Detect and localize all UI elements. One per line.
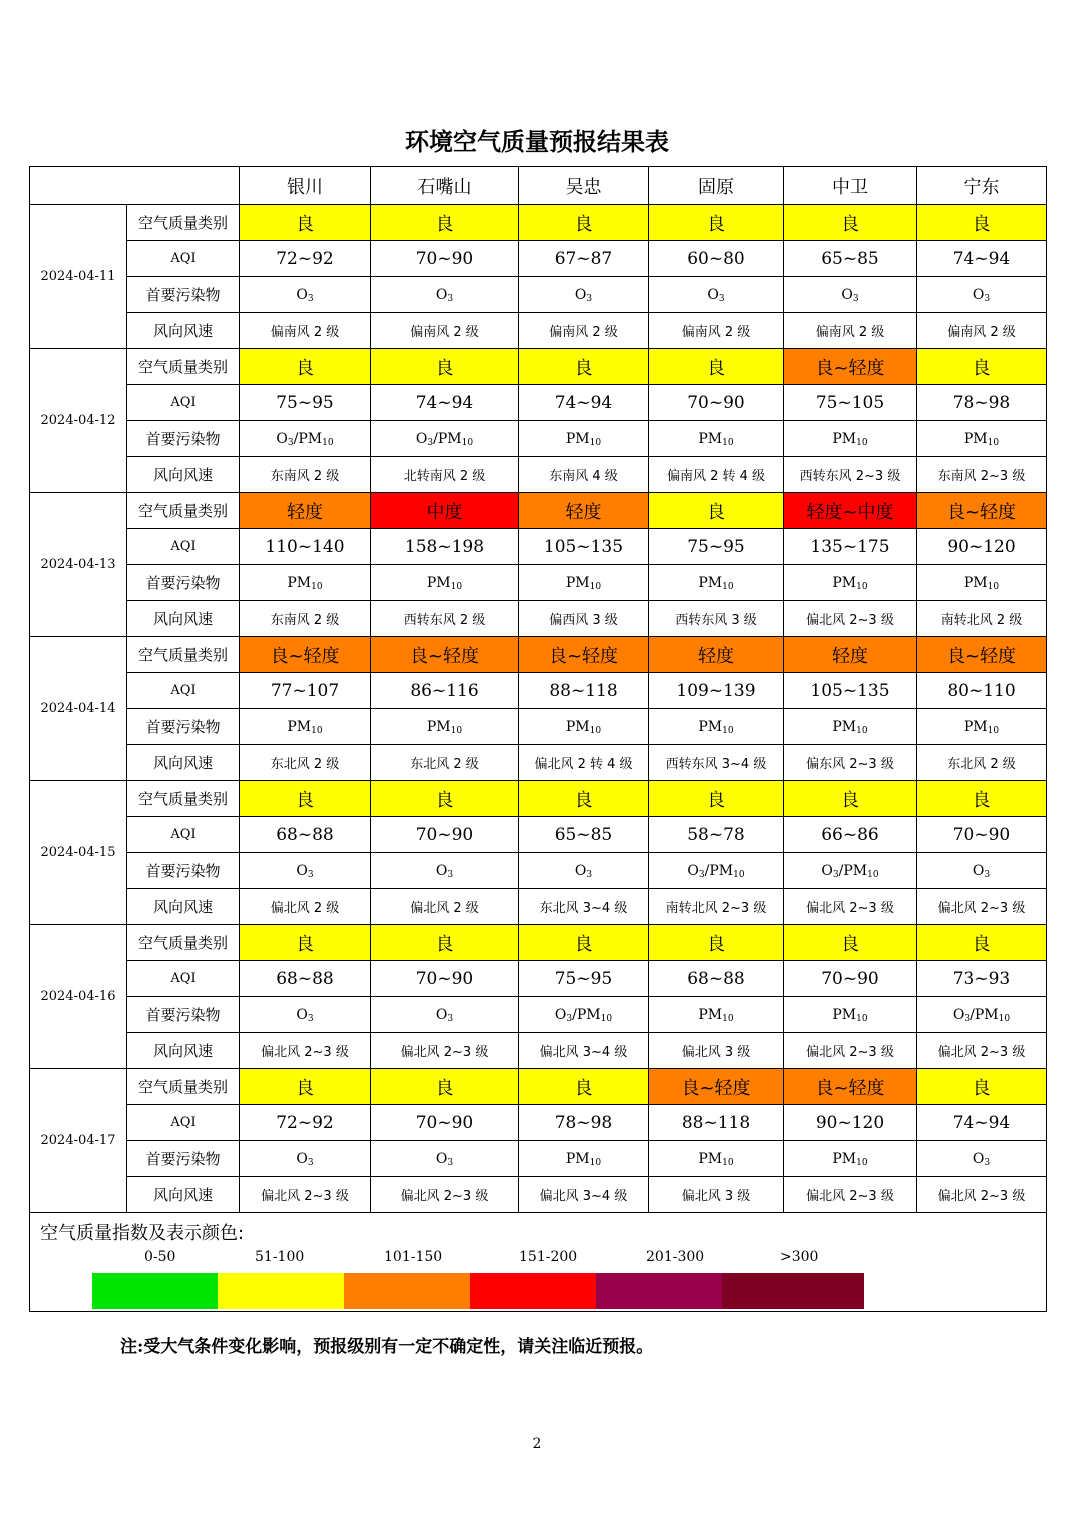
date-cell: 2024-04-13 (30, 493, 127, 637)
row-label-category: 空气质量类别 (127, 925, 240, 961)
category-cell: 良 (519, 205, 649, 241)
aqi-cell: 74~94 (371, 385, 519, 421)
wind-cell: 偏北风 3~4 级 (519, 1033, 649, 1069)
city-header: 宁东 (917, 167, 1047, 205)
category-cell: 良 (649, 493, 784, 529)
wind-cell: 偏北风 2~3 级 (917, 889, 1047, 925)
pollutant-cell: $O_3/PM_{10}$ (519, 997, 649, 1033)
pollutant-cell: $PM_{10}$ (784, 1141, 917, 1177)
row-label-category: 空气质量类别 (127, 637, 240, 673)
wind-cell: 偏南风 2 转 4 级 (649, 457, 784, 493)
aqi-cell: 70~90 (917, 817, 1047, 853)
aqi-cell: 68~88 (240, 961, 371, 997)
pollutant-cell: $O_3/PM_{10}$ (371, 421, 519, 457)
pollutant-cell: $O_3$ (519, 277, 649, 313)
category-cell: 良 (649, 781, 784, 817)
category-cell: 良~轻度 (240, 637, 371, 673)
wind-cell: 西转东风 2~3 级 (784, 457, 917, 493)
aqi-cell: 75~105 (784, 385, 917, 421)
row-label-pollutant: 首要污染物 (127, 1141, 240, 1177)
aqi-cell: 90~120 (917, 529, 1047, 565)
category-cell: 良 (917, 349, 1047, 385)
pollutant-cell: $PM_{10}$ (371, 709, 519, 745)
category-cell: 良 (784, 781, 917, 817)
category-cell: 良 (240, 925, 371, 961)
aqi-cell: 60~80 (649, 241, 784, 277)
category-cell: 良 (240, 205, 371, 241)
wind-cell: 南转北风 2~3 级 (649, 889, 784, 925)
category-cell: 良~轻度 (649, 1069, 784, 1105)
wind-cell: 东南风 2~3 级 (917, 457, 1047, 493)
aqi-cell: 70~90 (784, 961, 917, 997)
category-cell: 良~轻度 (917, 493, 1047, 529)
table-row (30, 1033, 1047, 1069)
table-row (30, 565, 1047, 601)
row-label-aqi: AQI (127, 817, 240, 853)
table-row (30, 637, 1047, 673)
row-label-category: 空气质量类别 (127, 493, 240, 529)
aqi-cell: 105~135 (519, 529, 649, 565)
category-cell: 良 (917, 781, 1047, 817)
wind-cell: 东南风 4 级 (519, 457, 649, 493)
row-label-aqi: AQI (127, 529, 240, 565)
aqi-cell: 67~87 (519, 241, 649, 277)
row-label-category: 空气质量类别 (127, 349, 240, 385)
category-cell: 良 (917, 205, 1047, 241)
row-label-category: 空气质量类别 (127, 781, 240, 817)
wind-cell: 偏南风 2 级 (649, 313, 784, 349)
pollutant-cell: $PM_{10}$ (784, 997, 917, 1033)
wind-cell: 偏南风 2 级 (371, 313, 519, 349)
forecast-note: 注:受大气条件变化影响，预报级别有一定不确定性，请关注临近预报。 (120, 1337, 654, 1357)
aqi-cell: 88~118 (519, 673, 649, 709)
city-header: 中卫 (784, 167, 917, 205)
row-label-wind: 风向风速 (127, 313, 240, 349)
date-cell: 2024-04-15 (30, 781, 127, 925)
aqi-cell: 77~107 (240, 673, 371, 709)
date-cell: 2024-04-16 (30, 925, 127, 1069)
pollutant-cell: $O_3$ (240, 997, 371, 1033)
aqi-cell: 70~90 (649, 385, 784, 421)
pollutant-cell: $O_3/PM_{10}$ (240, 421, 371, 457)
row-label-aqi: AQI (127, 241, 240, 277)
aqi-cell: 109~139 (649, 673, 784, 709)
aqi-cell: 72~92 (240, 1105, 371, 1141)
row-label-pollutant: 首要污染物 (127, 277, 240, 313)
wind-cell: 东北风 2 级 (371, 745, 519, 781)
aqi-cell: 75~95 (240, 385, 371, 421)
aqi-cell: 66~86 (784, 817, 917, 853)
table-row (30, 457, 1047, 493)
pollutant-cell: $PM_{10}$ (784, 565, 917, 601)
row-label-wind: 风向风速 (127, 457, 240, 493)
category-cell: 轻度 (649, 637, 784, 673)
category-cell: 良 (240, 349, 371, 385)
table-row (30, 493, 1047, 529)
wind-cell: 偏北风 2~3 级 (784, 601, 917, 637)
wind-cell: 偏南风 2 级 (519, 313, 649, 349)
wind-cell: 偏北风 2~3 级 (240, 1033, 371, 1069)
row-label-pollutant: 首要污染物 (127, 421, 240, 457)
wind-cell: 南转北风 2 级 (917, 601, 1047, 637)
table-row (30, 1105, 1047, 1141)
table-row (30, 349, 1047, 385)
aqi-cell: 65~85 (784, 241, 917, 277)
wind-cell: 东南风 2 级 (240, 601, 371, 637)
category-cell: 良~轻度 (917, 637, 1047, 673)
legend-color-swatch (596, 1273, 722, 1309)
row-label-aqi: AQI (127, 673, 240, 709)
legend-color-swatch (722, 1273, 864, 1309)
aqi-cell: 75~95 (649, 529, 784, 565)
aqi-cell: 75~95 (519, 961, 649, 997)
row-label-wind: 风向风速 (127, 601, 240, 637)
table-row (30, 1069, 1047, 1105)
pollutant-cell: $O_3$ (784, 277, 917, 313)
pollutant-cell: $O_3$ (240, 1141, 371, 1177)
wind-cell: 偏北风 2~3 级 (917, 1033, 1047, 1069)
category-cell: 良 (371, 205, 519, 241)
pollutant-cell: $O_3$ (240, 277, 371, 313)
pollutant-cell: $PM_{10}$ (519, 565, 649, 601)
category-cell: 良 (371, 349, 519, 385)
pollutant-cell: $O_3$ (371, 277, 519, 313)
wind-cell: 偏北风 2~3 级 (371, 1177, 519, 1213)
table-row (30, 673, 1047, 709)
category-cell: 良 (649, 205, 784, 241)
legend-range-label: 201-300 (646, 1249, 705, 1265)
aqi-cell: 90~120 (784, 1105, 917, 1141)
date-cell: 2024-04-11 (30, 205, 127, 349)
table-row (30, 241, 1047, 277)
pollutant-cell: $O_3/PM_{10}$ (649, 853, 784, 889)
date-cell: 2024-04-12 (30, 349, 127, 493)
row-label-aqi: AQI (127, 1105, 240, 1141)
category-cell: 良 (784, 205, 917, 241)
legend-color-swatch (344, 1273, 470, 1309)
pollutant-cell: $PM_{10}$ (240, 565, 371, 601)
wind-cell: 西转东风 2 级 (371, 601, 519, 637)
city-header: 石嘴山 (371, 167, 519, 205)
table-row (30, 601, 1047, 637)
pollutant-cell: $O_3$ (649, 277, 784, 313)
wind-cell: 偏南风 2 级 (917, 313, 1047, 349)
table-row (30, 205, 1047, 241)
pollutant-cell: $PM_{10}$ (917, 709, 1047, 745)
legend-color-swatch (470, 1273, 596, 1309)
pollutant-cell: $O_3$ (519, 853, 649, 889)
pollutant-cell: $PM_{10}$ (649, 421, 784, 457)
category-cell: 良 (519, 349, 649, 385)
aqi-cell: 68~88 (240, 817, 371, 853)
table-row (30, 781, 1047, 817)
pollutant-cell: $PM_{10}$ (519, 1141, 649, 1177)
header-corner (30, 167, 240, 205)
legend-cell (30, 1213, 1047, 1312)
row-label-aqi: AQI (127, 961, 240, 997)
aqi-cell: 70~90 (371, 961, 519, 997)
aqi-cell: 80~110 (917, 673, 1047, 709)
category-cell: 良 (917, 1069, 1047, 1105)
city-header: 吴忠 (519, 167, 649, 205)
table-row (30, 385, 1047, 421)
wind-cell: 偏北风 3 级 (649, 1177, 784, 1213)
pollutant-cell: $PM_{10}$ (240, 709, 371, 745)
pollutant-cell: $PM_{10}$ (649, 1141, 784, 1177)
row-label-wind: 风向风速 (127, 745, 240, 781)
aqi-cell: 78~98 (519, 1105, 649, 1141)
row-label-aqi: AQI (127, 385, 240, 421)
city-header: 固原 (649, 167, 784, 205)
row-label-wind: 风向风速 (127, 889, 240, 925)
aqi-cell: 68~88 (649, 961, 784, 997)
category-cell: 良 (649, 349, 784, 385)
legend-range-label: 51-100 (255, 1249, 305, 1265)
wind-cell: 东南风 2 级 (240, 457, 371, 493)
category-cell: 良 (784, 925, 917, 961)
table-row (30, 421, 1047, 457)
category-cell: 良 (519, 925, 649, 961)
header-row (30, 167, 1047, 205)
wind-cell: 北转南风 2 级 (371, 457, 519, 493)
category-cell: 良 (519, 781, 649, 817)
category-cell: 轻度 (784, 637, 917, 673)
aqi-cell: 158~198 (371, 529, 519, 565)
row-label-pollutant: 首要污染物 (127, 709, 240, 745)
wind-cell: 东北风 3~4 级 (519, 889, 649, 925)
table-row (30, 313, 1047, 349)
pollutant-cell: $PM_{10}$ (784, 421, 917, 457)
legend-title: 空气质量指数及表示颜色: (40, 1223, 245, 1244)
pollutant-cell: $O_3$ (371, 997, 519, 1033)
aqi-cell: 86~116 (371, 673, 519, 709)
category-cell: 中度 (371, 493, 519, 529)
wind-cell: 西转东风 3~4 级 (649, 745, 784, 781)
legend-color-swatch (218, 1273, 344, 1309)
category-cell: 良~轻度 (371, 637, 519, 673)
aqi-cell: 88~118 (649, 1105, 784, 1141)
table-row (30, 709, 1047, 745)
pollutant-cell: $PM_{10}$ (784, 709, 917, 745)
table-row (30, 1177, 1047, 1213)
aqi-cell: 74~94 (917, 241, 1047, 277)
wind-cell: 偏北风 2 级 (371, 889, 519, 925)
wind-cell: 偏北风 2~3 级 (784, 889, 917, 925)
pollutant-cell: $PM_{10}$ (917, 421, 1047, 457)
aqi-cell: 70~90 (371, 1105, 519, 1141)
row-label-wind: 风向风速 (127, 1177, 240, 1213)
wind-cell: 东北风 2 级 (917, 745, 1047, 781)
aqi-cell: 74~94 (519, 385, 649, 421)
date-cell: 2024-04-17 (30, 1069, 127, 1213)
wind-cell: 偏北风 2 级 (240, 889, 371, 925)
pollutant-cell: $PM_{10}$ (649, 709, 784, 745)
pollutant-cell: $PM_{10}$ (519, 421, 649, 457)
category-cell: 良~轻度 (784, 1069, 917, 1105)
table-row (30, 745, 1047, 781)
aqi-cell: 73~93 (917, 961, 1047, 997)
row-label-pollutant: 首要污染物 (127, 997, 240, 1033)
row-label-wind: 风向风速 (127, 1033, 240, 1069)
category-cell: 良 (519, 1069, 649, 1105)
aqi-cell: 105~135 (784, 673, 917, 709)
pollutant-cell: $O_3$ (371, 1141, 519, 1177)
category-cell: 良 (371, 925, 519, 961)
legend-range-label: 0-50 (144, 1249, 176, 1265)
wind-cell: 西转东风 3 级 (649, 601, 784, 637)
pollutant-cell: $PM_{10}$ (917, 565, 1047, 601)
row-label-category: 空气质量类别 (127, 1069, 240, 1105)
pollutant-cell: $PM_{10}$ (371, 565, 519, 601)
table-row (30, 1141, 1047, 1177)
category-cell: 轻度 (519, 493, 649, 529)
wind-cell: 偏北风 3 级 (649, 1033, 784, 1069)
legend-color-swatch (92, 1273, 218, 1309)
aqi-cell: 70~90 (371, 817, 519, 853)
wind-cell: 偏北风 2~3 级 (371, 1033, 519, 1069)
pollutant-cell: $O_3$ (371, 853, 519, 889)
pollutant-cell: $PM_{10}$ (519, 709, 649, 745)
legend-range-label: 151-200 (519, 1249, 578, 1265)
page-number: 2 (532, 1436, 542, 1452)
wind-cell: 偏东风 2~3 级 (784, 745, 917, 781)
category-cell: 良 (649, 925, 784, 961)
table-row (30, 925, 1047, 961)
category-cell: 轻度~中度 (784, 493, 917, 529)
category-cell: 良~轻度 (784, 349, 917, 385)
page-title: 环境空气质量预报结果表 (405, 127, 669, 156)
wind-cell: 偏北风 2~3 级 (240, 1177, 371, 1213)
pollutant-cell: $PM_{10}$ (649, 565, 784, 601)
category-cell: 良 (371, 1069, 519, 1105)
wind-cell: 偏南风 2 级 (784, 313, 917, 349)
wind-cell: 偏北风 2~3 级 (784, 1177, 917, 1213)
category-cell: 良 (917, 925, 1047, 961)
aqi-cell: 74~94 (917, 1105, 1047, 1141)
table-row (30, 961, 1047, 997)
aqi-cell: 65~85 (519, 817, 649, 853)
row-label-pollutant: 首要污染物 (127, 565, 240, 601)
table-row (30, 817, 1047, 853)
legend-range-label: >300 (780, 1249, 819, 1265)
category-cell: 良 (371, 781, 519, 817)
wind-cell: 偏北风 2~3 级 (784, 1033, 917, 1069)
category-cell: 轻度 (240, 493, 371, 529)
table-row (30, 889, 1047, 925)
table-row (30, 997, 1047, 1033)
city-header: 银川 (240, 167, 371, 205)
pollutant-cell: $O_3/PM_{10}$ (917, 997, 1047, 1033)
legend-range-label: 101-150 (384, 1249, 443, 1265)
table-row (30, 277, 1047, 313)
wind-cell: 偏北风 3~4 级 (519, 1177, 649, 1213)
pollutant-cell: $O_3$ (240, 853, 371, 889)
date-cell: 2024-04-14 (30, 637, 127, 781)
row-label-category: 空气质量类别 (127, 205, 240, 241)
category-cell: 良 (240, 1069, 371, 1105)
table-row (30, 529, 1047, 565)
wind-cell: 偏北风 2 转 4 级 (519, 745, 649, 781)
table-row (30, 853, 1047, 889)
pollutant-cell: $O_3$ (917, 853, 1047, 889)
legend-row (30, 1213, 1047, 1312)
forecast-table (29, 166, 1047, 1312)
pollutant-cell: $PM_{10}$ (649, 997, 784, 1033)
category-cell: 良 (240, 781, 371, 817)
aqi-cell: 110~140 (240, 529, 371, 565)
wind-cell: 偏南风 2 级 (240, 313, 371, 349)
aqi-cell: 135~175 (784, 529, 917, 565)
category-cell: 良~轻度 (519, 637, 649, 673)
row-label-pollutant: 首要污染物 (127, 853, 240, 889)
pollutant-cell: $O_3/PM_{10}$ (784, 853, 917, 889)
pollutant-cell: $O_3$ (917, 277, 1047, 313)
wind-cell: 偏北风 2~3 级 (917, 1177, 1047, 1213)
aqi-cell: 78~98 (917, 385, 1047, 421)
pollutant-cell: $O_3$ (917, 1141, 1047, 1177)
wind-cell: 东北风 2 级 (240, 745, 371, 781)
aqi-cell: 72~92 (240, 241, 371, 277)
aqi-cell: 58~78 (649, 817, 784, 853)
wind-cell: 偏西风 3 级 (519, 601, 649, 637)
aqi-cell: 70~90 (371, 241, 519, 277)
